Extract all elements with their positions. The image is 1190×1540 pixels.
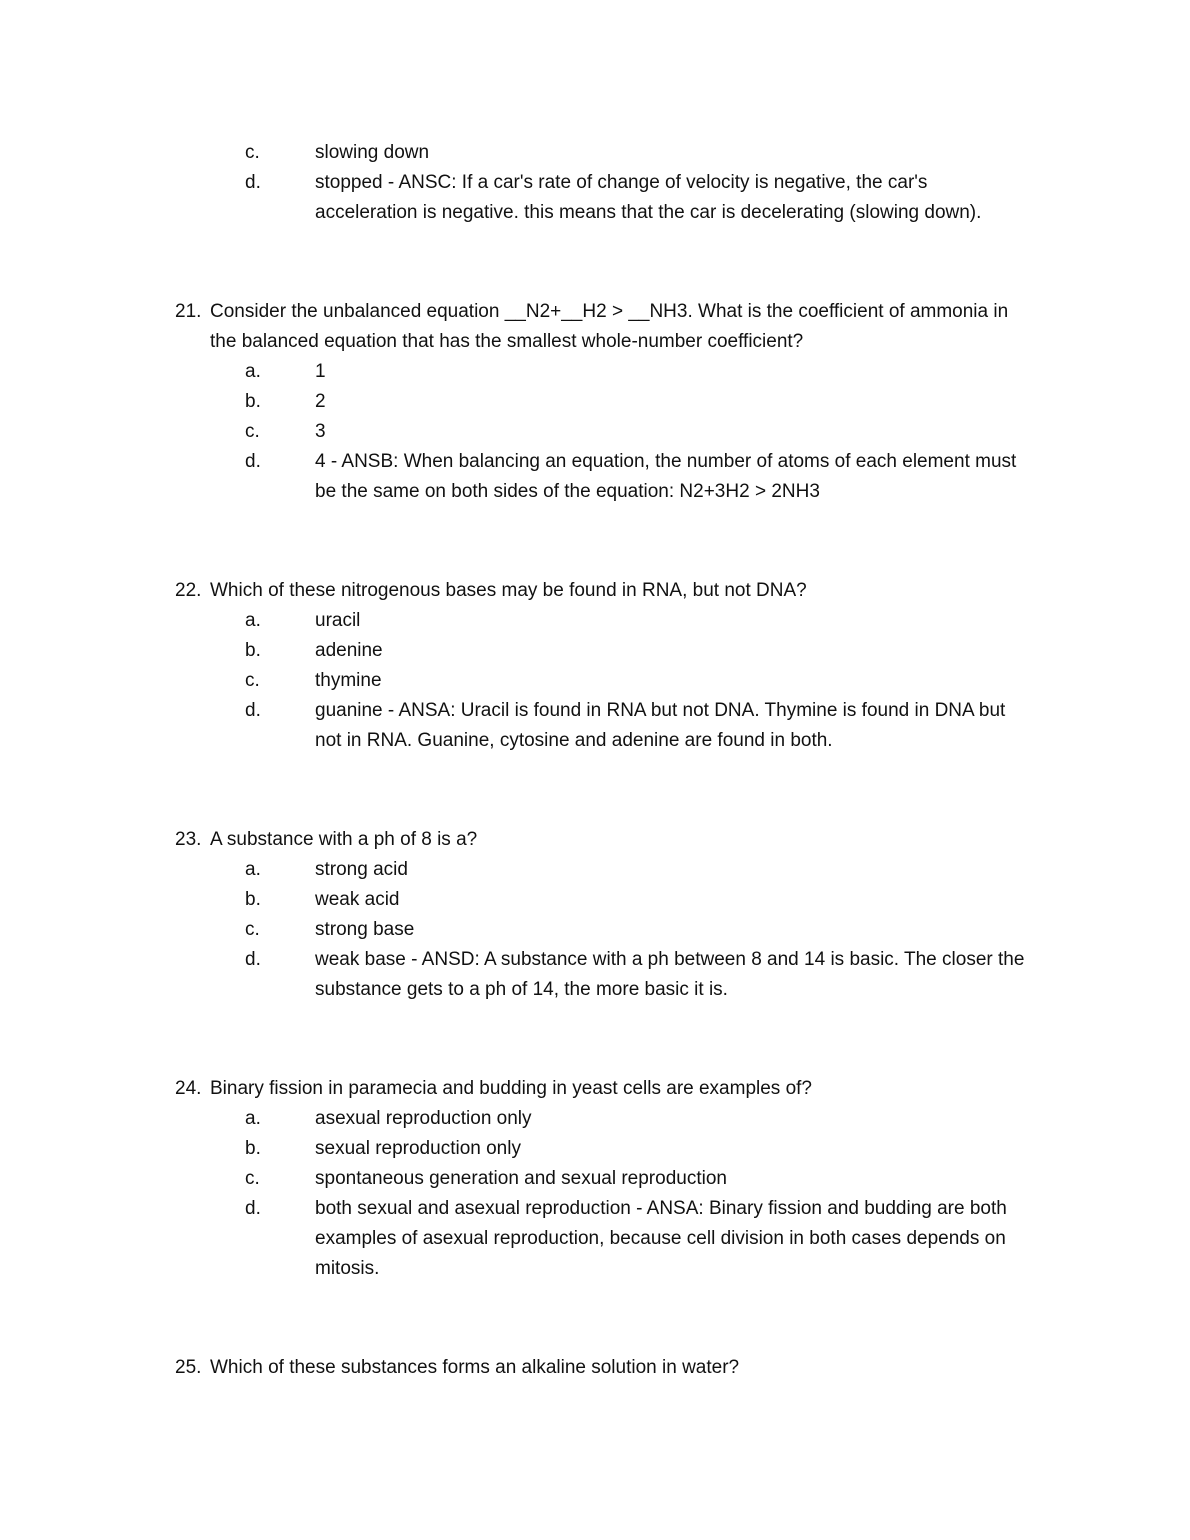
option-letter: b. xyxy=(245,889,261,910)
option-text: 3 xyxy=(315,421,326,442)
option-letter: c. xyxy=(245,421,260,442)
option-text: adenine xyxy=(315,640,383,661)
option-text: 1 xyxy=(315,361,326,382)
question-number: 23. xyxy=(175,829,202,850)
option-text-answer: not in RNA. Guanine, cytosine and adenine are found in both. xyxy=(315,730,833,751)
option-letter: b. xyxy=(245,640,261,661)
option-text-answer: weak base - ANSD: A substance with a ph between 8 and 14 is basic. The closer the xyxy=(315,949,1025,970)
option-letter: c. xyxy=(245,1168,260,1189)
question-text: Binary fission in paramecia and budding in yeast cells are examples of? xyxy=(210,1078,812,1099)
option-letter: d. xyxy=(245,172,261,193)
option-text-answer: stopped - ANSC: If a car's rate of change of velocity is negative, the car's xyxy=(315,172,928,193)
question-text: A substance with a ph of 8 is a? xyxy=(210,829,478,850)
question-text: Consider the unbalanced equation __N2+__H2 > __NH3. What is the coefficient of ammonia in xyxy=(210,301,1009,322)
option-text: sexual reproduction only xyxy=(315,1138,521,1159)
option-text-answer: acceleration is negative. this means that the car is decelerating (slowing down). xyxy=(315,202,982,223)
option-letter: c. xyxy=(245,142,260,163)
question-number: 25. xyxy=(175,1357,202,1378)
option-text: asexual reproduction only xyxy=(315,1108,532,1129)
option-text-answer: guanine - ANSA: Uracil is found in RNA but not DNA. Thymine is found in DNA but xyxy=(315,700,1006,721)
option-text-answer: both sexual and asexual reproduction - ANSA: Binary fission and budding are both xyxy=(315,1198,1007,1219)
option-text-answer: 4 - ANSB: When balancing an equation, the number of atoms of each element must xyxy=(315,451,1017,472)
option-letter: b. xyxy=(245,391,261,412)
option-letter: d. xyxy=(245,949,261,970)
option-letter: a. xyxy=(245,859,261,880)
option-letter: a. xyxy=(245,361,261,382)
option-letter: c. xyxy=(245,670,260,691)
option-text-answer: examples of asexual reproduction, because cell division in both cases depends on xyxy=(315,1228,1006,1249)
question-text: Which of these substances forms an alkaline solution in water? xyxy=(210,1357,740,1378)
option-text: weak acid xyxy=(315,889,400,910)
question-text: the balanced equation that has the smallest whole-number coefficient? xyxy=(210,331,804,352)
option-letter: d. xyxy=(245,451,261,472)
question-number: 24. xyxy=(175,1078,202,1099)
option-letter: a. xyxy=(245,610,261,631)
option-letter: c. xyxy=(245,919,260,940)
option-text-answer: be the same on both sides of the equation: N2+3H2 > 2NH3 xyxy=(315,481,820,502)
question-number: 21. xyxy=(175,301,202,322)
question-number: 22. xyxy=(175,580,202,601)
option-text: uracil xyxy=(315,610,361,631)
option-letter: b. xyxy=(245,1138,261,1159)
option-text-answer: mitosis. xyxy=(315,1258,380,1279)
option-letter: d. xyxy=(245,700,261,721)
option-text: strong base xyxy=(315,919,415,940)
option-text: 2 xyxy=(315,391,326,412)
option-letter: a. xyxy=(245,1108,261,1129)
option-letter: d. xyxy=(245,1198,261,1219)
option-text: strong acid xyxy=(315,859,408,880)
option-text-answer: substance gets to a ph of 14, the more basic it is. xyxy=(315,979,728,1000)
option-text: thymine xyxy=(315,670,382,691)
option-text: slowing down xyxy=(315,142,430,163)
question-text: Which of these nitrogenous bases may be found in RNA, but not DNA? xyxy=(210,580,807,601)
option-text: spontaneous generation and sexual reproduction xyxy=(315,1168,727,1189)
